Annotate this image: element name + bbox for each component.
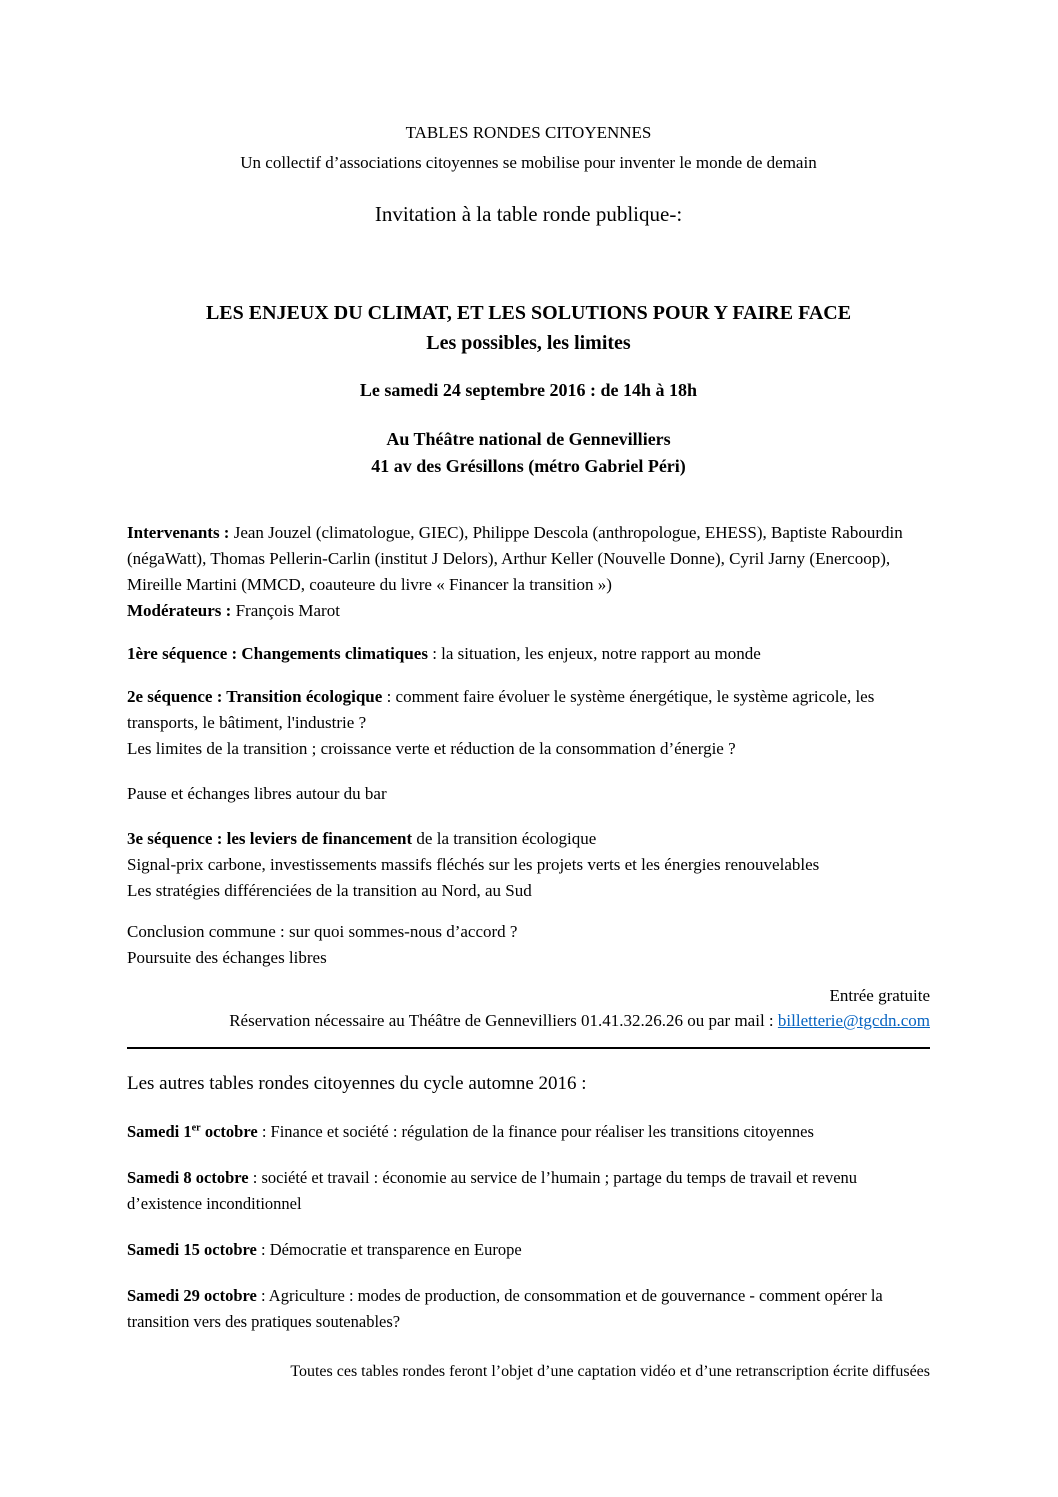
schedule-item-2-label: Samedi 8 octobre xyxy=(127,1168,249,1187)
event-datetime: Le samedi 24 septembre 2016 : de 14h à 18h xyxy=(359,380,698,400)
sequence-2-label: 2e séquence : Transition écologique xyxy=(127,687,383,706)
schedule-item-1 xyxy=(127,1119,930,1145)
free-entry-line: Entrée gratuite xyxy=(829,986,930,1005)
sequence-3-text: de la transition écologique xyxy=(412,829,597,848)
org-title: TABLES RONDES CITOYENNES xyxy=(405,123,652,142)
event-title xyxy=(127,298,930,358)
schedule-item-4 xyxy=(127,1283,930,1335)
org-subtitle: Un collectif d’associations citoyennes se mobilise pour inventer le monde de demain xyxy=(240,153,817,172)
conclusion-line1: Conclusion commune : sur quoi sommes-nous d’accord ? xyxy=(127,922,518,941)
intervenants-label: Intervenants : xyxy=(127,523,230,542)
invitation-line: Invitation à la table ronde publique-: xyxy=(374,202,683,226)
schedule-item-2-text: : société et travail : économie au service de l’humain ; partage du temps de travail et revenu d’existence inconditionnel xyxy=(127,1168,858,1213)
moderateurs-label: Modérateurs : xyxy=(127,601,232,620)
sequence-3 xyxy=(127,826,930,904)
venue-line1: Au Théâtre national de Gennevilliers xyxy=(386,429,671,449)
sequence-1-label: 1ère séquence : Changements climatiques xyxy=(127,644,428,663)
schedule-item-2 xyxy=(127,1165,930,1217)
sequence-2 xyxy=(127,684,930,762)
intervenants-text: Jean Jouzel (climatologue, GIEC), Philippe Descola (anthropologue, EHESS), Baptiste Rabourdin (négaWatt), Thomas Pellerin-Carlin (institut J Delors), Arthur Keller (Nouvelle Donne), Cyril Jarny (Enercoop), Mireille Martini (MMCD, coauteure du livre « Financer la transition ») xyxy=(127,523,903,594)
venue-line2: 41 av des Grésillons (métro Gabriel Péri) xyxy=(371,456,686,476)
schedule-heading: Les autres tables rondes citoyennes du cycle automne 2016 : xyxy=(127,1073,587,1094)
email-link[interactable]: billetterie@tgcdn.com xyxy=(777,1011,930,1030)
schedule-item-3 xyxy=(127,1237,930,1263)
sequence-3-line2: Signal-prix carbone, investissements massifs fléchés sur les projets verts et les énergies renouvelables xyxy=(127,855,820,874)
schedule-item-4-text: : Agriculture : modes de production, de consommation et de gouvernance - comment opérer la transition vers des pratiques soutenables? xyxy=(127,1286,883,1331)
section-divider xyxy=(127,1047,930,1049)
schedule-item-1-label xyxy=(127,1122,258,1141)
conclusion-paragraph xyxy=(127,919,930,971)
event-title-line1: LES ENJEUX DU CLIMAT, ET LES SOLUTIONS POUR Y FAIRE FACE xyxy=(205,302,852,324)
sequence-3-label: 3e séquence : les leviers de financement xyxy=(127,829,413,848)
sequence-1 xyxy=(127,641,930,667)
pause-line: Pause et échanges libres autour du bar xyxy=(127,784,387,803)
sequence-1-text: : la situation, les enjeux, notre rapport au monde xyxy=(427,644,761,663)
schedule-item-1-label-sup: er xyxy=(191,1122,201,1134)
schedule-item-1-text: : Finance et société : régulation de la finance pour réaliser les transitions citoyennes xyxy=(257,1122,814,1141)
schedule-item-1-label-pre: Samedi 1 xyxy=(127,1122,192,1141)
reservation-line xyxy=(127,1008,930,1033)
entry-info-block xyxy=(127,983,930,1033)
schedule-item-3-label: Samedi 15 octobre xyxy=(127,1240,257,1259)
schedule-item-1-label-post: octobre xyxy=(200,1122,258,1141)
event-title-line2: Les possibles, les limites xyxy=(426,332,631,354)
footer-note: Toutes ces tables rondes feront l’objet d’une captation vidéo et d’une retranscription écrite diffusées xyxy=(290,1363,930,1380)
schedule-item-4-label: Samedi 29 octobre xyxy=(127,1286,257,1305)
sequence-3-line3: Les stratégies différenciées de la transition au Nord, au Sud xyxy=(127,881,532,900)
moderateurs-text: François Marot xyxy=(231,601,340,620)
event-venue xyxy=(127,426,930,480)
sequence-2-limits: Les limites de la transition ; croissance verte et réduction de la consommation d’énergie ? xyxy=(127,739,736,758)
sequence-2-text: : comment faire évoluer le système énergétique, le système agricole, les transports, le bâtiment, l'industrie ? xyxy=(127,687,875,732)
conclusion-line2: Poursuite des échanges libres xyxy=(127,948,327,967)
schedule-item-3-text: : Démocratie et transparence en Europe xyxy=(256,1240,522,1259)
participants-paragraph xyxy=(127,520,930,624)
reservation-text: Réservation nécessaire au Théâtre de Gennevilliers 01.41.32.26.26 ou par mail : xyxy=(229,1011,778,1030)
